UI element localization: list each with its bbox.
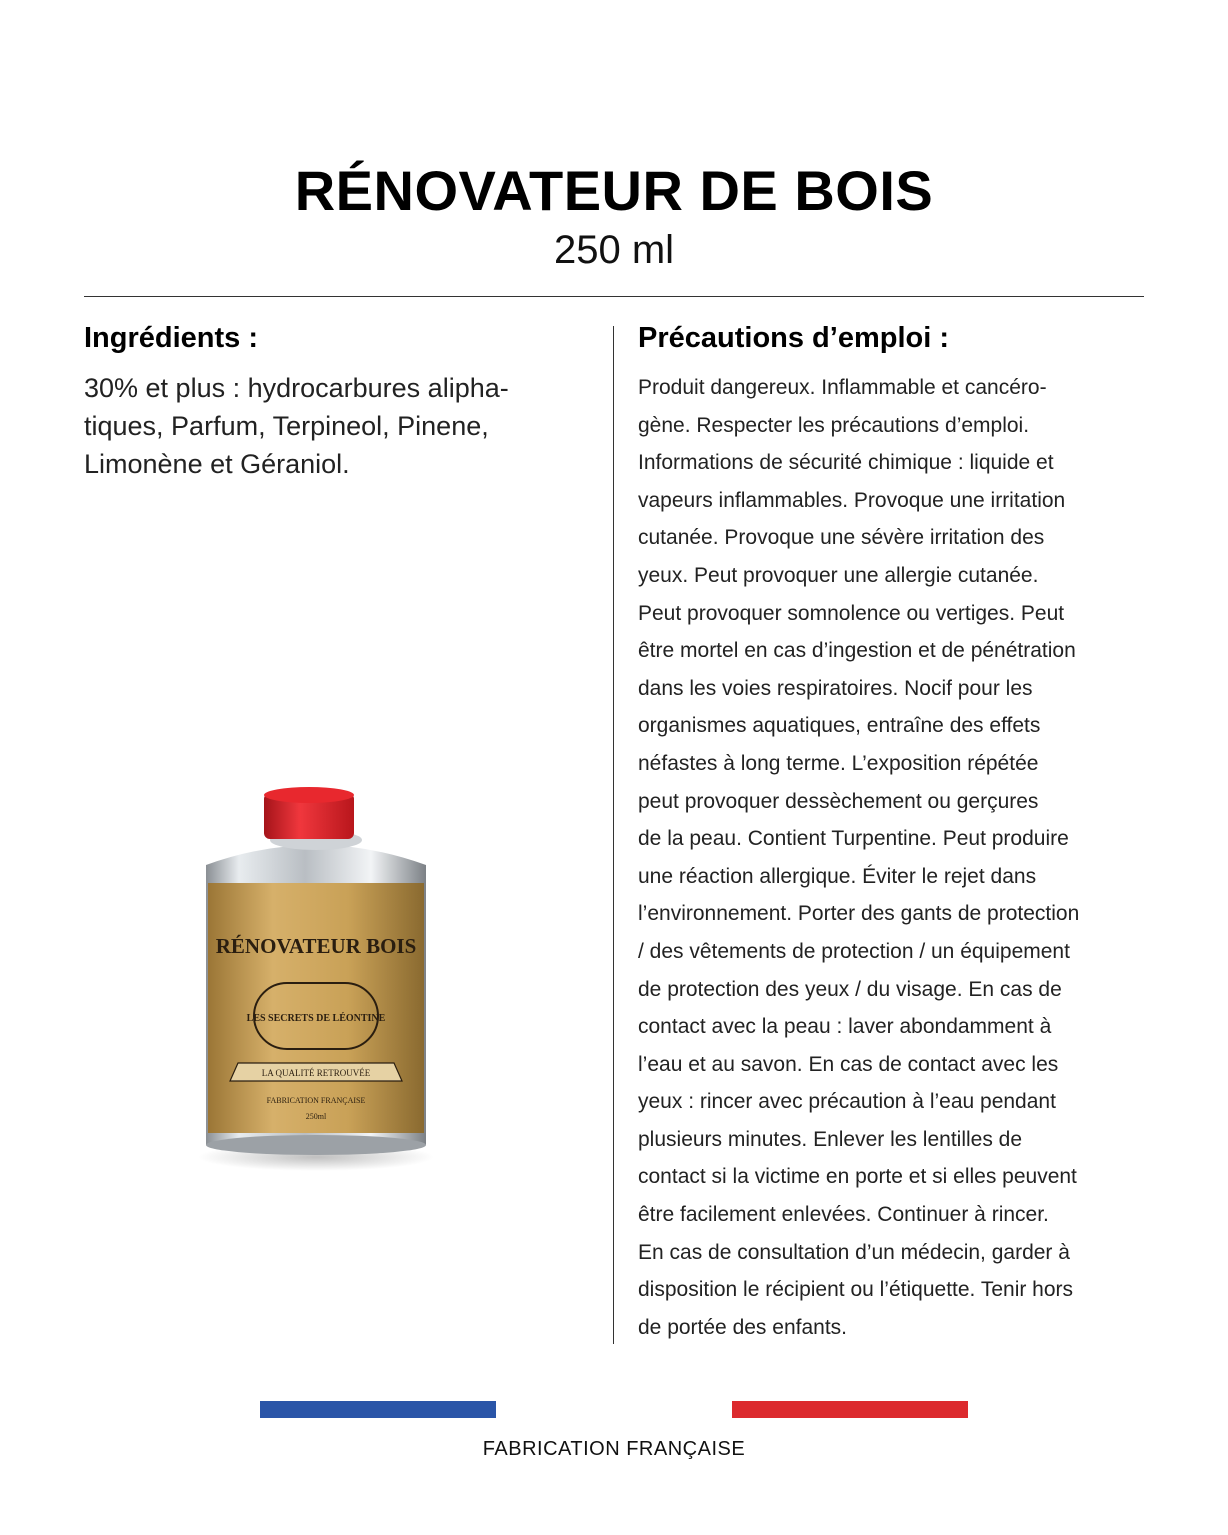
precautions-section (638, 322, 1150, 1346)
ingredients-text: 30% et plus : hydrocarbures alipha- tiques, Parfum, Terpineol, Pinene, Limonène et Géraniol. (84, 373, 509, 479)
tin-base (206, 1135, 426, 1155)
precautions-text: Produit dangereux. Inflammable et cancéro- gène. Respecter les précautions d’emploi. Informations de sécurité chimique : liquide et vapeurs inflammables. Provoque une irritation cutanée. Provoque une sévère irritation des yeux. Peut provoquer une allergie cutanée. Peut provoquer somnolence ou vertiges. Peut être mortel en cas d’ingestion et de pénétration dans les voies respiratoires. Nocif pour les organismes aquatiques, entraîne des effets néfastes à long terme. L’exposition répétée peut provoquer dessèchement ou gerçures de la peau. Contient Turpentine. Peut produire une réaction allergique. Éviter le rejet dans l’environnement. Porter des gants de protection / des vêtements de protection / un équipement de protection des yeux / du visage. En cas de contact avec la peau : laver abondamment à l’eau et au savon. En cas de contact avec les yeux : rincer avec précaution à l’eau pendant plusieurs minutes. Enlever les lentilles de contact si la victime en porte et si elles peuvent être facilement enlevées. Continuer à rincer. En cas de consultation d’un médecin, garder à disposition le récipient ou l’étiquette. Tenir hors de portée des enfants. (638, 376, 1080, 1339)
page-title: RÉNOVATEUR DE BOIS (294, 159, 934, 222)
label-brand-top: RÉNOVATEUR BOIS (215, 934, 417, 958)
label-tagline: LA QUALITÉ RETROUVÉE (261, 1068, 371, 1078)
flag-blue-bar (260, 1401, 496, 1418)
label-origin: FABRICATION FRANÇAISE (266, 1096, 366, 1105)
precautions-heading: Précautions d’emploi : (638, 322, 949, 354)
footer-label: FABRICATION FRANÇAISE (482, 1438, 746, 1460)
column-divider (613, 326, 614, 1344)
tin-cap-top (264, 787, 354, 803)
volume-subtitle: 250 ml (553, 228, 675, 272)
label-volume: 250ml (305, 1112, 327, 1121)
ingredients-heading: Ingrédients : (84, 322, 259, 354)
label-brand-main: LES SECRETS DE LÉONTINE (246, 1013, 386, 1024)
ingredients-section (84, 322, 594, 483)
product-tin-image (196, 785, 436, 1175)
top-divider (84, 296, 1144, 297)
flag-red-bar (732, 1401, 968, 1418)
